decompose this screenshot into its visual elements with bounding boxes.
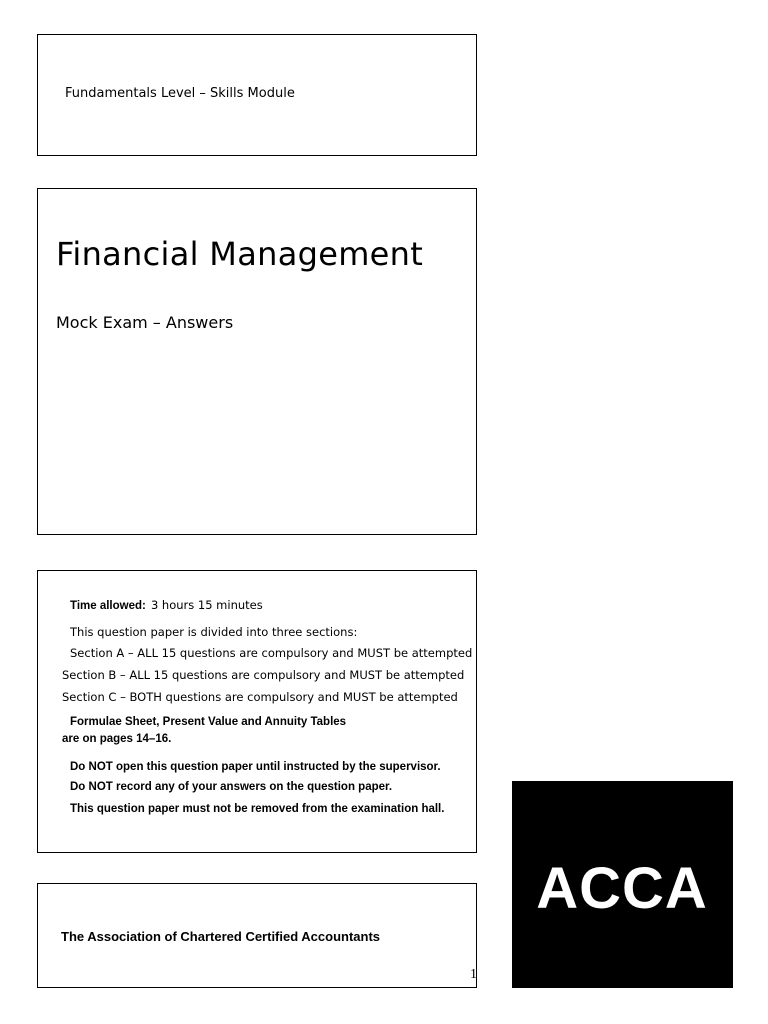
time-allowed-row [70,594,263,613]
time-allowed-label: Time allowed: [70,600,146,612]
footer-box [37,883,477,988]
acca-logo [512,781,733,988]
section-a-text: Section A – ALL 15 questions are compulsory and MUST be attempted [70,646,473,660]
module-box [37,34,477,156]
warning-open: Do NOT open this question paper until instructed by the supervisor. [70,761,441,773]
page-number: 1 [470,967,477,982]
module-label: Fundamentals Level – Skills Module [65,86,295,101]
instructions-box [37,570,477,853]
association-name: The Association of Chartered Certified Accountants [61,929,381,944]
acca-logo-text: ACCA [536,856,708,921]
exam-title: Financial Management [56,235,424,273]
sections-intro: This question paper is divided into three sections: [70,625,358,639]
acca-logo-mark [512,781,733,988]
title-box [37,188,477,535]
section-b-text: Section B – ALL 15 questions are compulsory and MUST be attempted [62,668,465,682]
warning-record: Do NOT record any of your answers on the question paper. [70,781,393,793]
formulae-note-line2: are on pages 14–16. [62,733,172,745]
time-allowed-value: 3 hours 15 minutes [150,598,263,612]
warning-remove: This question paper must not be removed from the examination hall. [70,803,445,815]
formulae-note-line1: Formulae Sheet, Present Value and Annuity Tables [70,716,347,728]
section-c-text: Section C – BOTH questions are compulsory and MUST be attempted [62,690,458,704]
exam-subtitle: Mock Exam – Answers [56,313,234,332]
